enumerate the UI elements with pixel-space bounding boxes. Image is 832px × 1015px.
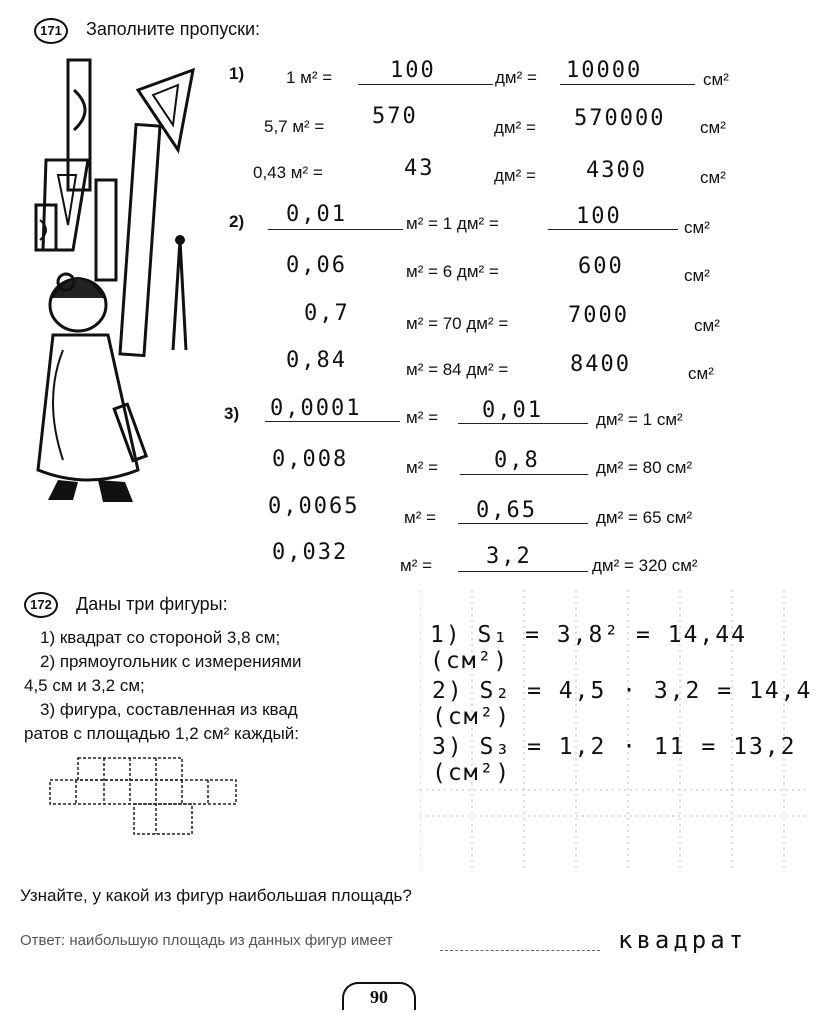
handwritten-answer: квадрат xyxy=(618,926,748,954)
row-mid-text: м² = 6 дм² = xyxy=(406,262,499,281)
row-mid-text: м² = xyxy=(406,458,438,477)
handwritten-answer: 0,01 xyxy=(286,202,347,227)
task-text-line: 4,5 см и 3,2 см; xyxy=(24,676,145,695)
handwritten-answer: 0,84 xyxy=(286,348,347,373)
handwritten-answer: 7000 xyxy=(568,303,629,328)
row-unit: дм² = 65 см² xyxy=(596,508,693,527)
row-unit: дм² = 1 см² xyxy=(596,410,683,429)
student-illustration xyxy=(28,50,218,530)
handwritten-answer: 0,01 xyxy=(482,398,543,423)
answer-blank xyxy=(358,84,493,85)
task-title: Даны три фигуры: xyxy=(76,594,228,614)
row-unit: см² xyxy=(700,168,726,187)
part-label: 3) xyxy=(224,404,240,423)
task-text-line: 1) квадрат со стороной 3,8 см; xyxy=(40,628,281,647)
row-unit: см² xyxy=(700,118,726,137)
row-mid-text: м² = xyxy=(406,408,438,427)
handwritten-answer: 0,8 xyxy=(494,448,540,473)
answer-blank xyxy=(560,84,695,85)
handwritten-answer: 570000 xyxy=(574,106,666,131)
row-unit: см² xyxy=(688,364,714,383)
row-unit: см² xyxy=(703,70,729,89)
answer-blank xyxy=(548,229,678,230)
task-text-line: ратов с площадью 1,2 см² каждый: xyxy=(24,724,299,743)
solution-line: 3) S₃ = 1,2 · 11 = 13,2 (см²) xyxy=(432,734,797,786)
solution-line: 2) S₂ = 4,5 · 3,2 = 14,4 (см²) xyxy=(432,678,813,730)
answer-blank xyxy=(268,229,403,230)
row-mid-text: м² = xyxy=(404,508,436,527)
handwritten-answer: 0,06 xyxy=(286,253,347,278)
handwritten-answer: 0,0065 xyxy=(268,494,360,519)
page-number: 90 xyxy=(342,982,416,1010)
handwritten-answer: 0,032 xyxy=(272,540,349,565)
answer-blank xyxy=(458,571,588,572)
row-left-text: 0,43 м² = xyxy=(253,163,323,182)
row-unit: дм² = 80 см² xyxy=(596,458,693,477)
handwritten-answer: 0,008 xyxy=(272,447,349,472)
answer-blank xyxy=(458,523,588,524)
handwritten-answer: 4300 xyxy=(586,158,647,183)
task-number-badge: 171 xyxy=(34,18,68,44)
row-unit: см² xyxy=(694,316,720,335)
task-text-line: 3) фигура, составленная из квад xyxy=(40,700,298,719)
figure-of-squares xyxy=(48,756,248,846)
handwritten-answer: 100 xyxy=(576,204,622,229)
handwritten-answer: 8400 xyxy=(570,352,631,377)
handwritten-answer: 0,7 xyxy=(304,301,350,326)
row-mid-text: дм² = xyxy=(494,118,536,137)
handwritten-answer: 0,65 xyxy=(476,498,537,523)
row-mid-text: м² = xyxy=(400,556,432,575)
row-mid-text: м² = 70 дм² = xyxy=(406,314,509,333)
row-mid-text: м² = 84 дм² = xyxy=(406,360,509,379)
answer-blank xyxy=(460,474,588,475)
task-text-line: 2) прямоугольник с измерениями xyxy=(40,652,302,671)
row-mid-text: дм² = xyxy=(495,68,537,87)
task-number-badge: 172 xyxy=(24,592,58,618)
answer-label: Ответ: наибольшую площадь из данных фигур имеет xyxy=(20,932,393,949)
row-unit: см² xyxy=(684,266,710,285)
row-mid-text: дм² = xyxy=(494,166,536,185)
handwritten-answer: 570 xyxy=(372,104,418,129)
row-unit: см² xyxy=(684,218,710,237)
row-mid-text: м² = 1 дм² = xyxy=(406,214,499,233)
solution-line: 1) S₁ = 3,8² = 14,44 (см²) xyxy=(430,622,747,674)
answer-blank xyxy=(265,421,400,422)
handwritten-answer: 10000 xyxy=(566,58,643,83)
handwritten-answer: 100 xyxy=(390,58,436,83)
row-unit: дм² = 320 см² xyxy=(592,556,698,575)
row-left-text: 5,7 м² = xyxy=(264,117,325,136)
part-label: 2) xyxy=(229,212,245,231)
handwritten-answer: 3,2 xyxy=(486,544,532,569)
handwritten-answer: 43 xyxy=(404,156,435,181)
part-label: 1) xyxy=(229,64,245,83)
handwritten-answer: 0,0001 xyxy=(270,396,362,421)
answer-blank xyxy=(440,950,600,951)
handwritten-answer: 600 xyxy=(578,254,624,279)
answer-blank xyxy=(458,423,588,424)
question-text: Узнайте, у какой из фигур наибольшая площадь? xyxy=(20,886,412,905)
row-left-text: 1 м² = xyxy=(286,68,333,87)
task-title: Заполните пропуски: xyxy=(86,19,261,39)
